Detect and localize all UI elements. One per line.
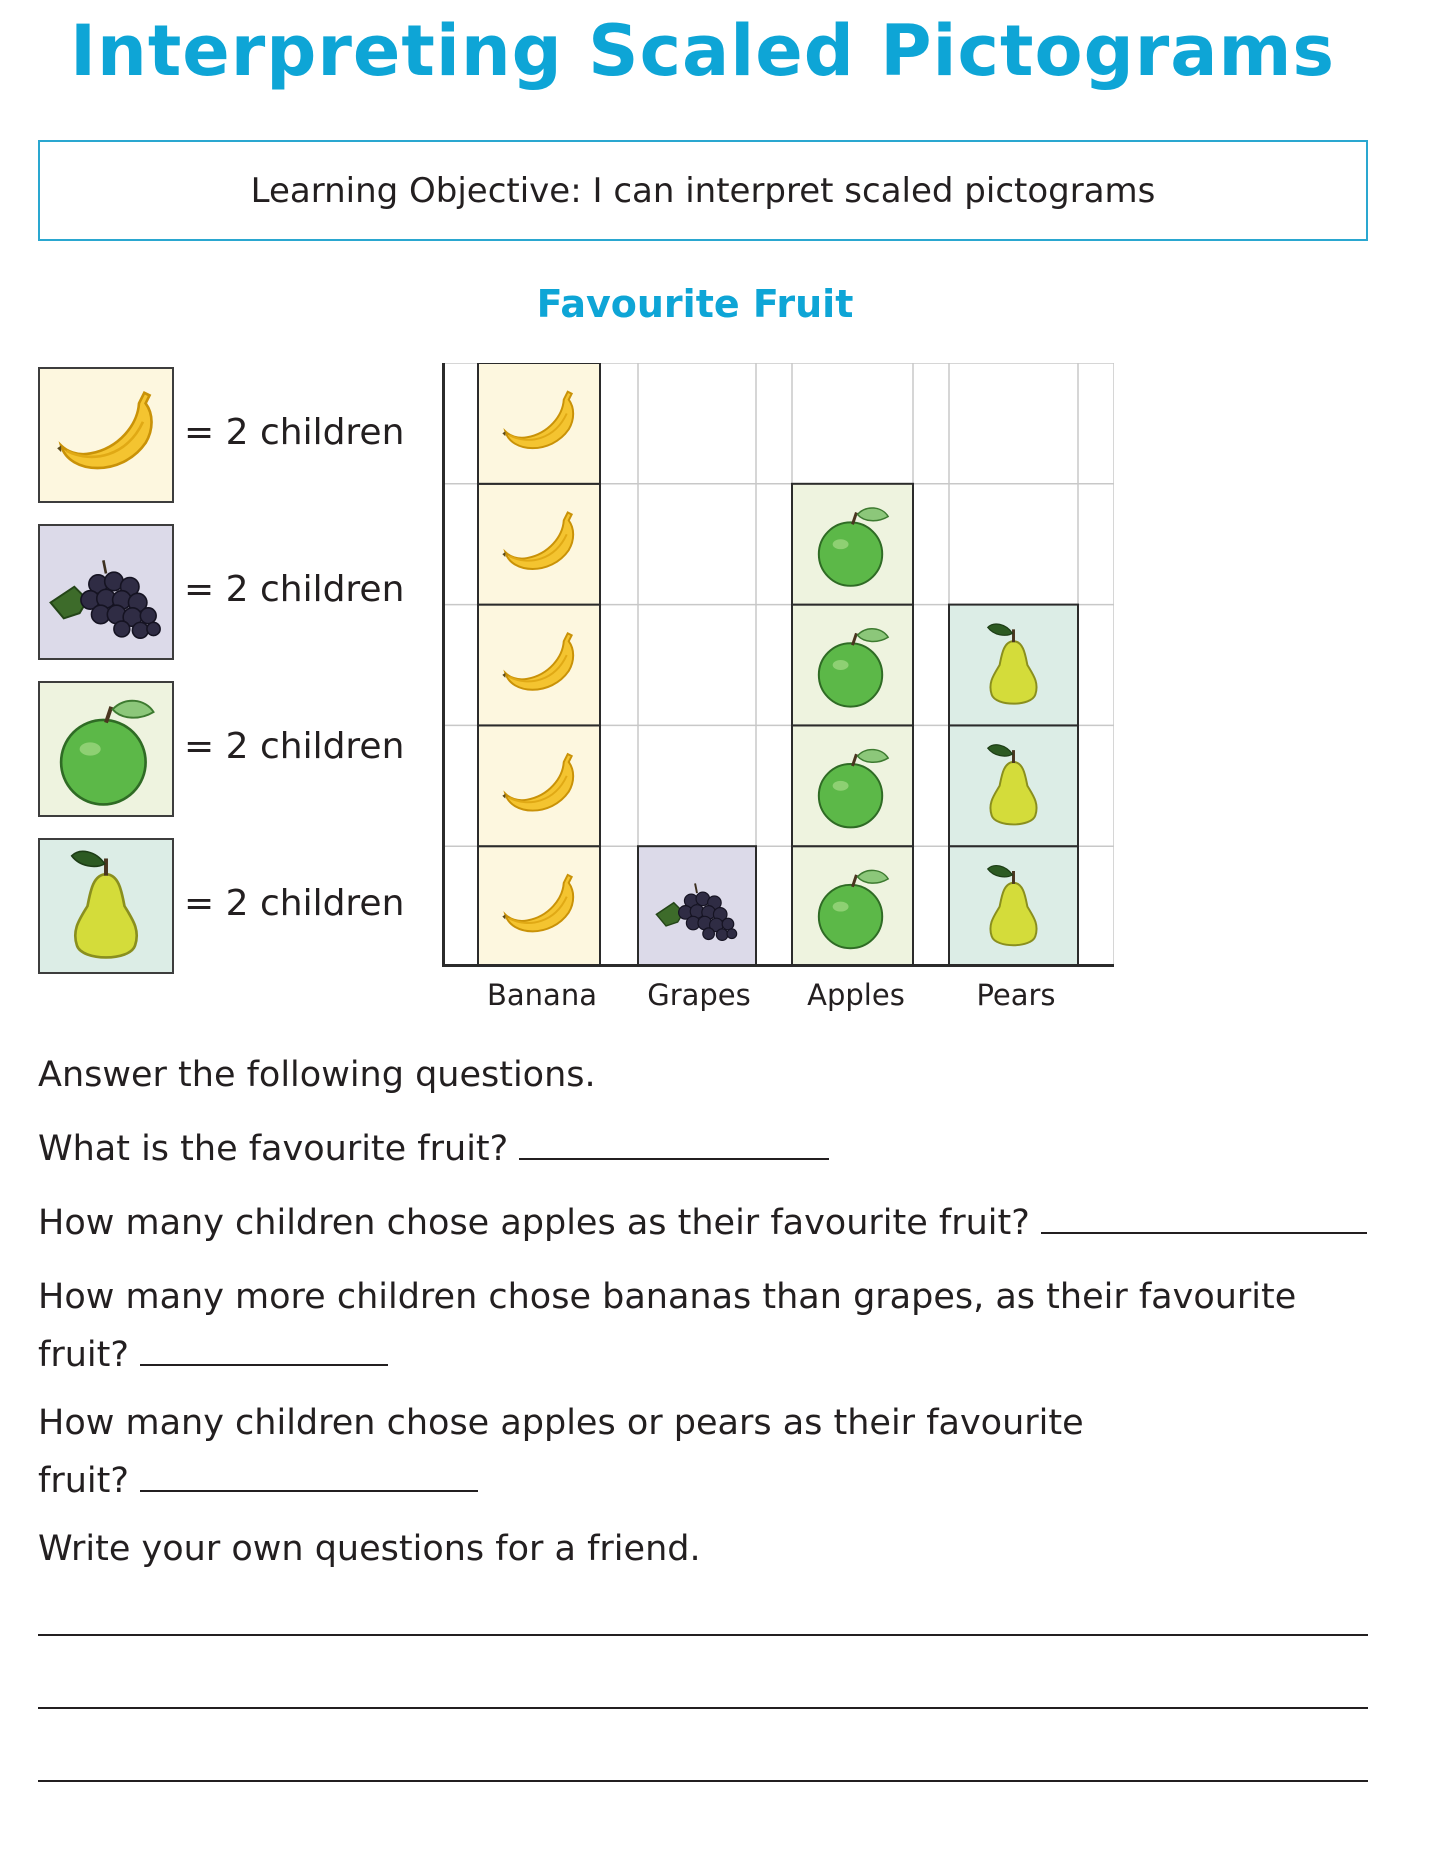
learning-objective-box	[38, 140, 1368, 241]
x-label-pears: Pears	[976, 978, 1056, 1012]
question-3-line-2	[38, 1326, 1296, 1384]
key-pear-box	[38, 838, 174, 974]
question-4-line-1: How many children chose apples or pears as their favourite	[38, 1403, 1084, 1443]
pear-symbol	[949, 605, 1078, 726]
banana-symbol	[478, 484, 600, 605]
writing-line-2[interactable]	[38, 1707, 1368, 1709]
key-apple-label: = 2 children	[184, 726, 405, 767]
question-4-text-2: fruit?	[38, 1461, 129, 1501]
question-3	[38, 1268, 1296, 1384]
writing-line-1[interactable]	[38, 1634, 1368, 1636]
question-1-text: What is the favourite fruit?	[38, 1129, 509, 1169]
question-4-line-2	[38, 1452, 1084, 1510]
banana-symbol	[478, 605, 600, 726]
questions-intro: Answer the following questions.	[38, 1055, 596, 1095]
banana-symbol	[478, 725, 600, 846]
key-grapes-label: = 2 children	[184, 569, 405, 610]
key-banana-label: = 2 children	[184, 412, 405, 453]
writing-line-3[interactable]	[38, 1780, 1368, 1782]
question-1	[38, 1120, 829, 1178]
answer-3-blank[interactable]	[140, 1328, 388, 1366]
banana-icon	[40, 369, 172, 501]
x-label-apples: Apples	[807, 978, 905, 1012]
key-banana-box	[38, 367, 174, 503]
key-grapes-box	[38, 524, 174, 660]
question-5: Write your own questions for a friend.	[38, 1529, 701, 1569]
page-title: Interpreting Scaled Pictograms	[69, 10, 1336, 92]
chart-title: Favourite Fruit	[536, 282, 854, 326]
learning-objective-text: Learning Objective: I can interpret scaled pictograms	[250, 170, 1156, 211]
question-2	[38, 1194, 1367, 1252]
grapes-symbol	[638, 846, 756, 967]
grapes-icon	[40, 526, 172, 658]
answer-4-blank[interactable]	[140, 1454, 478, 1492]
apple-icon	[40, 683, 172, 815]
answer-1-blank[interactable]	[519, 1122, 829, 1160]
question-2-text: How many children chose apples as their favourite fruit?	[38, 1203, 1030, 1243]
pictogram-chart	[442, 363, 1114, 967]
x-label-grapes: Grapes	[647, 978, 751, 1012]
apple-symbol	[792, 846, 913, 967]
banana-symbol	[478, 363, 600, 484]
apple-symbol	[792, 484, 913, 605]
key-apple-box	[38, 681, 174, 817]
answer-2-blank[interactable]	[1041, 1196, 1367, 1234]
banana-symbol	[478, 846, 600, 967]
pear-symbol	[949, 725, 1078, 846]
question-3-line-1: How many more children chose bananas than grapes, as their favourite	[38, 1277, 1297, 1317]
question-3-text-2: fruit?	[38, 1335, 129, 1375]
pear-icon	[40, 840, 172, 972]
apple-symbol	[792, 725, 913, 846]
pictogram-grid	[442, 363, 1114, 967]
question-4	[38, 1394, 1084, 1510]
pear-symbol	[949, 846, 1078, 967]
x-label-banana: Banana	[487, 978, 597, 1012]
key-pear-label: = 2 children	[184, 883, 405, 924]
apple-symbol	[792, 605, 913, 726]
